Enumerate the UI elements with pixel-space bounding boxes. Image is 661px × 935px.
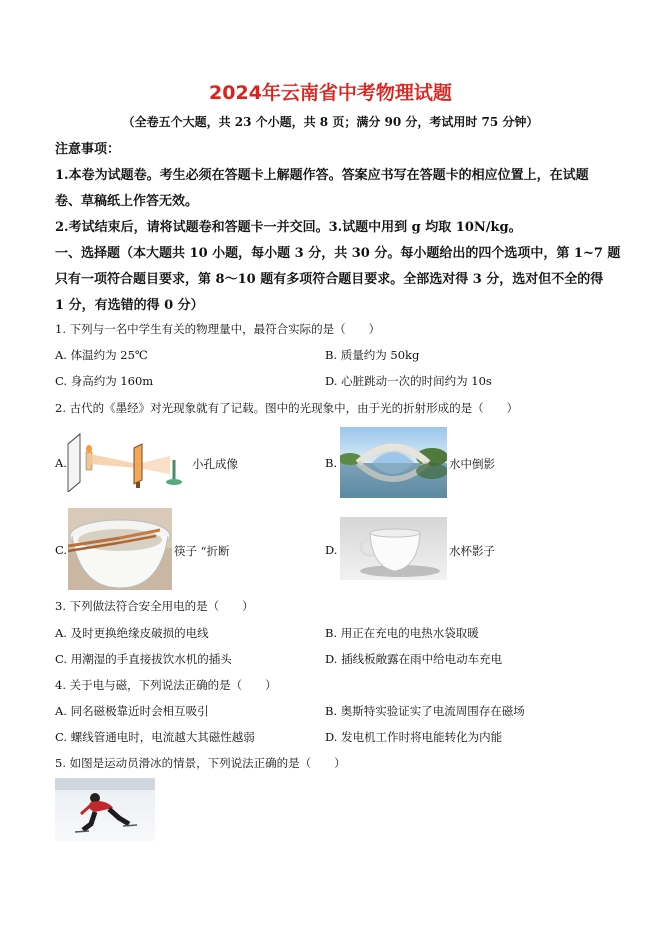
cup-shadow-photo: [340, 517, 447, 580]
q2-option-d-caption: 水杯影子: [449, 544, 495, 558]
q1-option-a: A. 体温约为 25℃: [55, 348, 148, 362]
notice-line-1: 1.本卷为试题卷。考生必须在答题卡上解题作答。答案应书写在答题卡的相应位置上，在试题: [55, 168, 589, 183]
chopsticks-bowl-photo: [68, 508, 172, 590]
notice-heading: 注意事项：: [55, 142, 121, 157]
page-title: 2024年云南省中考物理试题: [209, 82, 452, 104]
q3-stem: 3. 下列做法符合安全用电的是（ ）: [55, 599, 254, 613]
q1-stem: 1. 下列与一名中学生有关的物理量中，最符合实际的是（ ）: [55, 322, 381, 336]
q3-option-d: D. 插线板敞露在雨中给电动车充电: [325, 652, 503, 666]
exam-subtitle: （全卷五个大题，共 23 个小题，共 8 页；满分 90 分，考试用时 75 分钟）: [122, 115, 539, 129]
q2-option-b-caption: 水中倒影: [449, 457, 495, 471]
q4-option-b: B. 奥斯特实验证实了电流周围存在磁场: [325, 704, 525, 718]
q2-option-c-letter: C.: [55, 543, 68, 557]
q4-option-a: A. 同名磁极靠近时会相互吸引: [55, 704, 209, 718]
q2-option-b-letter: B.: [325, 456, 338, 470]
q1-option-c: C. 身高约为 160m: [55, 374, 154, 388]
q4-option-c: C. 螺线管通电时，电流越大其磁性越弱: [55, 730, 255, 744]
section1-line-3: 1 分，有选错的得 0 分）: [55, 298, 204, 313]
q1-option-d: D. 心脏跳动一次的时间约为 10s: [325, 374, 492, 388]
section1-line-1: 一、选择题（本大题共 10 小题，每小题 3 分，共 30 分。每小题给出的四个选项中，第 1~7 题: [55, 246, 621, 261]
pinhole-imaging-figure: [66, 430, 190, 492]
q2-option-a-letter: A.: [55, 456, 67, 470]
q1-option-b: B. 质量约为 50kg: [325, 348, 420, 362]
q4-option-d: D. 发电机工作时将电能转化为内能: [325, 730, 503, 744]
q2-option-a-caption: 小孔成像: [192, 457, 238, 471]
q2-stem: 2. 古代的《墨经》对光现象就有了记载。图中的光现象中，由于光的折射形成的是（ ）: [55, 401, 519, 415]
section1-line-2: 只有一项符合题目要求，第 8～10 题有多项符合题目要求。全部选对得 3 分，选对但不全的得: [55, 272, 604, 287]
q3-option-a: A. 及时更换绝缘皮破损的电线: [55, 626, 209, 640]
q3-option-b: B. 用正在充电的电热水袋取暖: [325, 626, 479, 640]
q5-stem: 5. 如图是运动员滑冰的情景，下列说法正确的是（ ）: [55, 756, 346, 770]
notice-line-2: 卷、草稿纸上作答无效。: [55, 194, 199, 209]
q2-option-c-caption: 筷子 “折断: [174, 544, 230, 558]
bridge-reflection-photo: [340, 427, 447, 498]
speed-skater-photo: [55, 778, 155, 841]
notice-line-3: 2.考试结束后，请将试题卷和答题卡一并交回。3.试题中用到 g 均取 10N/kg。: [55, 220, 522, 235]
q3-option-c: C. 用潮湿的手直接拔饮水机的插头: [55, 652, 232, 666]
q2-option-d-letter: D.: [325, 543, 338, 557]
q4-stem: 4. 关于电与磁，下列说法正确的是（ ）: [55, 678, 277, 692]
